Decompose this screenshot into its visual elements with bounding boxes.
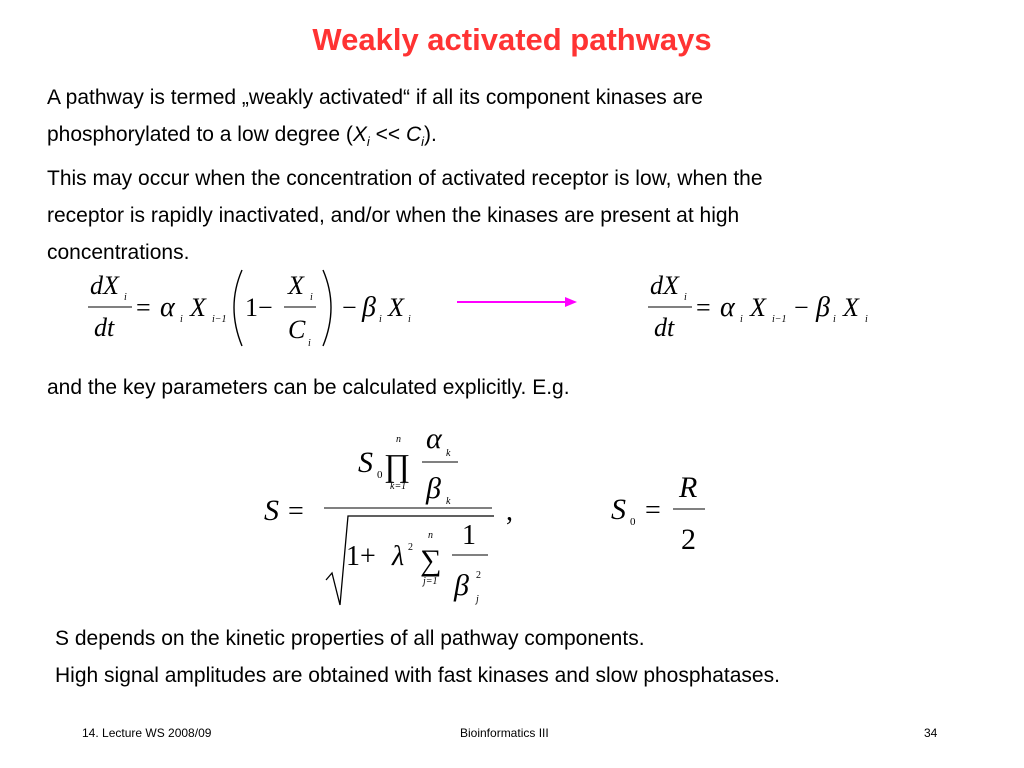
conclusion-line: S depends on the kinetic properties of all pathway components. bbox=[55, 627, 645, 650]
conclusion-line: High signal amplitudes are obtained with fast kinases and slow phosphatases. bbox=[55, 664, 780, 687]
intro-line: receptor is rapidly inactivated, and/or when the kinases are present at high bbox=[47, 204, 740, 228]
footer-page-number: 34 bbox=[924, 726, 938, 740]
intro-line: concentrations. bbox=[47, 241, 190, 265]
svg-text:k: k bbox=[446, 448, 451, 459]
svg-text:−: − bbox=[342, 293, 357, 322]
svg-text:λ: λ bbox=[392, 541, 405, 572]
svg-text:i: i bbox=[310, 292, 313, 303]
svg-text:n: n bbox=[428, 530, 433, 541]
svg-text:C: C bbox=[288, 315, 306, 344]
intro-line: A pathway is termed „weakly activated“ if all its component kinases are bbox=[47, 86, 703, 109]
svg-text:i: i bbox=[833, 314, 836, 325]
svg-text:0: 0 bbox=[377, 469, 383, 481]
svg-text:X: X bbox=[388, 293, 404, 322]
svg-text:dX: dX bbox=[650, 271, 679, 300]
svg-text:2: 2 bbox=[476, 570, 481, 581]
svg-text:dt: dt bbox=[94, 313, 115, 342]
svg-text:i: i bbox=[865, 314, 868, 325]
intro-paragraph bbox=[47, 79, 997, 271]
svg-text:=: = bbox=[136, 293, 151, 322]
svg-text:i: i bbox=[180, 314, 183, 325]
svg-text:α: α bbox=[426, 422, 442, 455]
footer-lecture: 14. Lecture WS 2008/09 bbox=[82, 726, 212, 740]
svg-text:X: X bbox=[190, 293, 206, 322]
svg-text:i: i bbox=[740, 314, 743, 325]
svg-text:X: X bbox=[843, 293, 859, 322]
svg-text:=: = bbox=[288, 496, 304, 527]
svg-text:j=1: j=1 bbox=[423, 576, 438, 587]
svg-text:β: β bbox=[426, 472, 441, 505]
svg-text:i: i bbox=[408, 314, 411, 325]
svg-text:dX: dX bbox=[90, 271, 119, 300]
svg-text:β: β bbox=[454, 569, 469, 602]
svg-text:∏: ∏ bbox=[384, 447, 411, 483]
slide-title: Weakly activated pathways bbox=[312, 22, 712, 57]
svg-text:S: S bbox=[264, 494, 279, 527]
ci-symbol: $C_i$ bbox=[405, 123, 425, 150]
svg-text:1: 1 bbox=[462, 520, 476, 551]
svg-text:i: i bbox=[379, 314, 382, 325]
intro-line bbox=[47, 116, 997, 160]
svg-text:i: i bbox=[308, 338, 311, 349]
svg-text:1+: 1+ bbox=[346, 541, 376, 572]
svg-text:i: i bbox=[124, 292, 127, 303]
svg-text:∑: ∑ bbox=[420, 544, 442, 577]
much-less-than: << bbox=[369, 123, 406, 146]
intro-line: This may occur when the concentration of activated receptor is low, when the bbox=[47, 167, 763, 191]
svg-text:k: k bbox=[446, 496, 451, 507]
svg-text:R: R bbox=[679, 471, 698, 504]
svg-text:X: X bbox=[288, 271, 304, 300]
svg-text:2: 2 bbox=[681, 523, 696, 555]
xi-symbol: $X_i$ bbox=[352, 123, 370, 150]
svg-text:β: β bbox=[362, 292, 376, 323]
svg-text:i−1: i−1 bbox=[212, 314, 227, 325]
svg-text:n: n bbox=[396, 434, 401, 445]
intro-text: phosphorylated to a low degree ( bbox=[47, 123, 353, 146]
ode-simplified-equation bbox=[640, 262, 880, 357]
svg-text:0: 0 bbox=[630, 516, 636, 528]
arrow-icon bbox=[455, 294, 580, 310]
key-parameters-text: and the key parameters can be calculated explicitly. E.g. bbox=[47, 376, 570, 399]
svg-text:j: j bbox=[476, 594, 479, 605]
conclusion-text bbox=[55, 620, 780, 694]
svg-text:=: = bbox=[645, 495, 661, 526]
footer-course: Bioinformatics III bbox=[460, 726, 549, 740]
svg-text:k=1: k=1 bbox=[390, 481, 407, 492]
svg-text:α: α bbox=[720, 292, 735, 323]
svg-text:,: , bbox=[506, 496, 513, 527]
svg-text:i: i bbox=[684, 292, 687, 303]
ode-full-equation bbox=[80, 262, 430, 357]
svg-text:α: α bbox=[160, 292, 175, 323]
svg-text:X: X bbox=[750, 293, 766, 322]
svg-text:1−: 1− bbox=[245, 293, 273, 322]
svg-text:β: β bbox=[816, 292, 830, 323]
intro-text: ). bbox=[424, 123, 437, 146]
svg-text:2: 2 bbox=[408, 542, 413, 553]
svg-text:dt: dt bbox=[654, 313, 675, 342]
s-formula bbox=[258, 420, 528, 610]
svg-text:−: − bbox=[794, 293, 809, 322]
svg-text:S: S bbox=[611, 493, 626, 526]
svg-text:S: S bbox=[358, 446, 373, 479]
s0-formula bbox=[605, 465, 715, 555]
svg-text:=: = bbox=[696, 293, 711, 322]
svg-text:i−1: i−1 bbox=[772, 314, 787, 325]
